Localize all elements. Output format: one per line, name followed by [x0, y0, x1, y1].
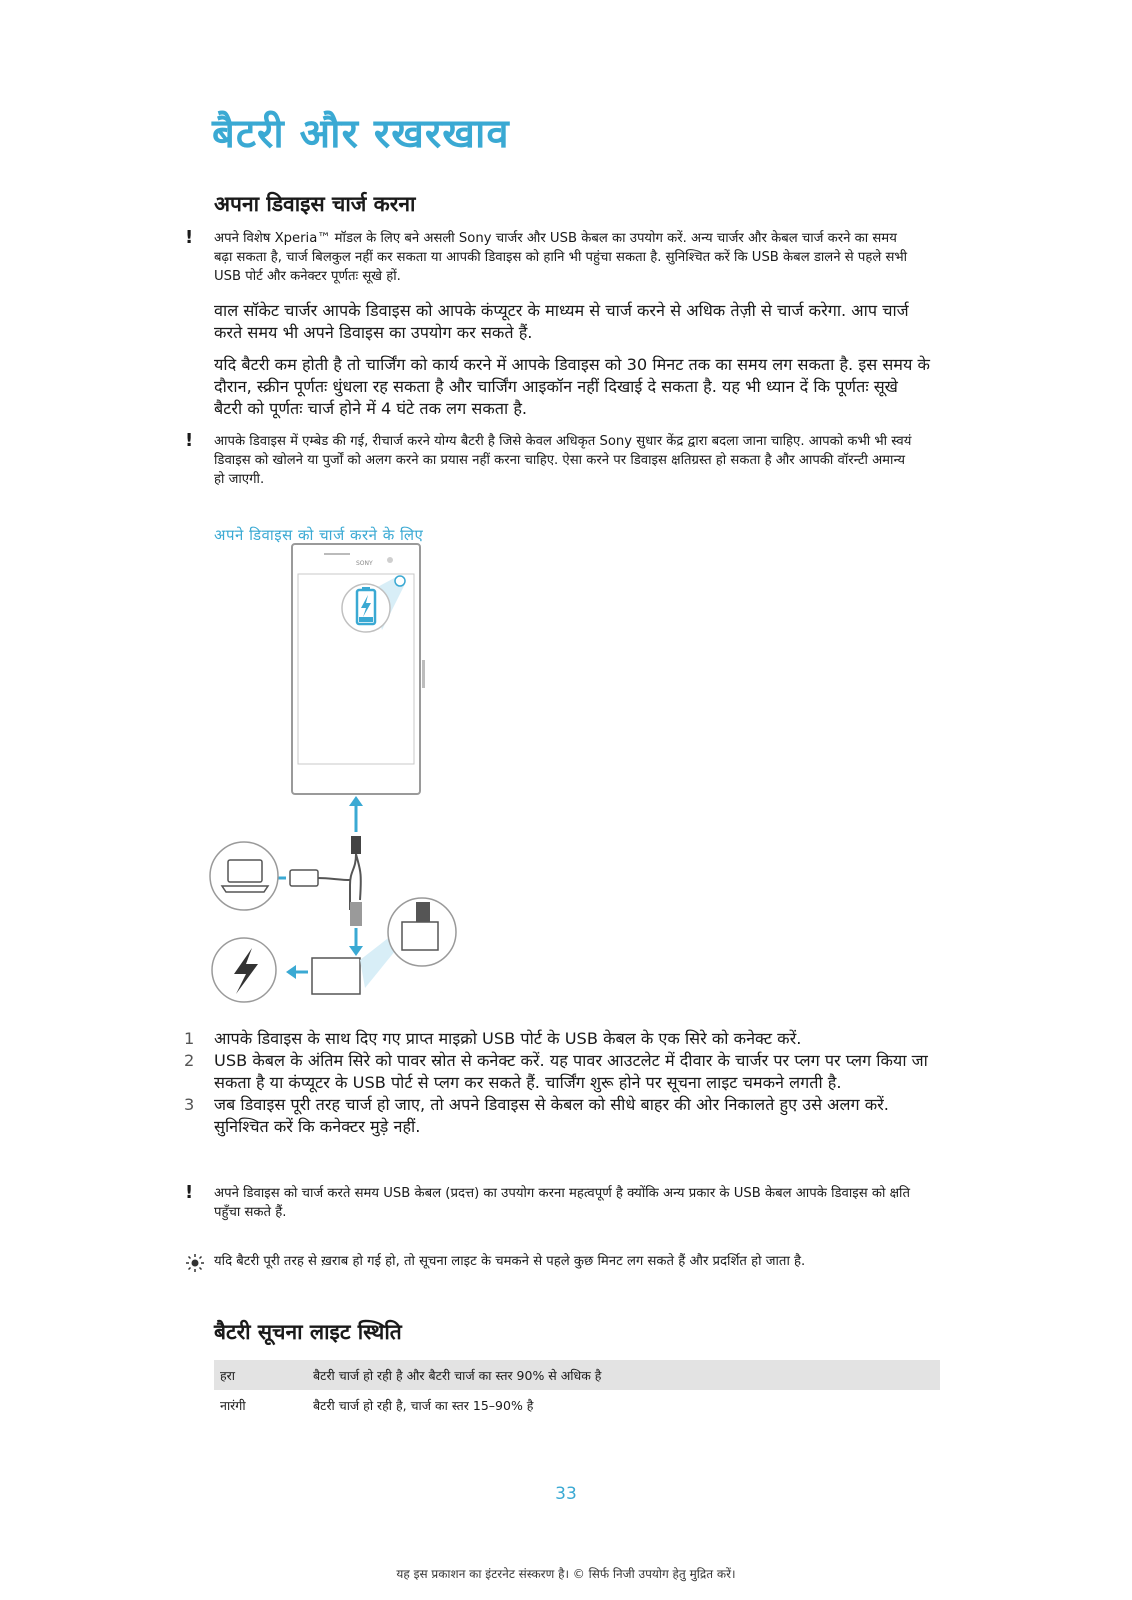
brand-label: SONY [356, 560, 373, 567]
procedure-title: अपने डिवाइस को चार्ज करने के लिए [214, 526, 424, 544]
arrow-up-icon [349, 796, 363, 806]
list-item [184, 1094, 930, 1138]
section-heading: अपना डिवाइस चार्ज करना [214, 192, 416, 216]
warning-note-2 [185, 430, 914, 489]
step-number: 3 [184, 1095, 195, 1114]
status-color-cell: हरा [220, 1367, 235, 1383]
warning-note-text: आपके डिवाइस में एम्बेड की गई, रीचार्ज करने योग्य बैटरी है जिसे केवल अधिकृत Sony सुधार केंद्र द्वारा बदला जाना चाहिए. आपको कभी भी स्वयं डिवाइस को खोलने या पुर्जों को अलग करने का प्रयास नहीं करना चाहिए. ऐसा करने पर डिवाइस क्षतिग्रस्त हो सकता है और आपकी वॉरन्टी अमान्य हो जाएगी. [214, 434, 912, 487]
list-item [184, 1028, 930, 1050]
table-row [214, 1390, 940, 1420]
exclamation-icon: ! [185, 1182, 194, 1203]
step-text: जब डिवाइस पूरी तरह चार्ज हो जाए, तो अपने डिवाइस से केबल को सीधे बाहर की ओर निकालते हुए उसे अलग करें. सुनिश्चित करें कि कनेक्टर मुड़े नहीं. [214, 1095, 889, 1136]
warning-note-text: अपने विशेष Xperia™ मॉडल के लिए बने असली Sony चार्जर और USB केबल का उपयोग करें. अन्य चार्जर और केबल चार्ज करने का समय बढ़ा सकता है, चार्ज बिलकुल नहीं कर सकता या आपकी डिवाइस को हानि भी पहुंचा सकता है. सुनिश्चित करें कि USB केबल डालने से पहले सभी USB पोर्ट और कनेक्टर पूर्णतः सूखे हों. [214, 231, 908, 284]
status-heading: बैटरी सूचना लाइट स्थिति [214, 1320, 402, 1344]
status-desc-cell: बैटरी चार्ज हो रही है और बैटरी चार्ज का स्तर 90% से अधिक है [313, 1367, 602, 1383]
paragraph-1: वाल सॉकेट चार्जर आपके डिवाइस को आपके कंप्यूटर के माध्यम से चार्ज करने से अधिक तेज़ी से चार्ज करेगा. आप चार्ज करते समय भी अपने डिवाइस का उपयोग कर सकते हैं. [214, 301, 909, 342]
status-color-cell: नारंगी [220, 1397, 246, 1413]
tip-note: यदि बैटरी पूरी तरह से ख़राब हो गई हो, तो सूचना लाइट के चमकने से पहले कुछ मिनट लग सकते हैं और प्रदर्शित हो जाता है. [214, 1254, 806, 1269]
status-desc-cell: बैटरी चार्ज हो रही है, चार्ज का स्तर 15–90% है [313, 1397, 534, 1413]
step-text: आपके डिवाइस के साथ दिए गए प्राप्त माइक्रो USB पोर्ट के USB केबल के एक सिरे को कनेक्ट करें. [214, 1029, 802, 1048]
page-title: बैटरी और रखरखाव [212, 111, 510, 157]
status-table [214, 1360, 940, 1420]
footer-text: यह इस प्रकाशन का इंटरनेट संस्करण है। © सिर्फ निजी उपयोग हेतु मुद्रित करें। [396, 1567, 736, 1581]
laptop-icon [210, 842, 278, 910]
step-text: USB केबल के अंतिम सिरे को पावर स्रोत से कनेक्ट करें. यह पावर आउटलेट में दीवार के चार्जर पर प्लग पर प्लग किया जा सकता है या कंप्यूटर के USB पोर्ट से प्लग कर सकते हैं. चार्जिंग शुरू होने पर सूचना लाइट चमकने लगती है. [214, 1051, 928, 1092]
page-number: 33 [555, 1484, 577, 1504]
wall-charger-illustration [286, 898, 456, 994]
warning-note-1 [185, 227, 914, 286]
warning-note-3 [185, 1182, 914, 1222]
exclamation-icon: ! [185, 227, 194, 248]
arrow-down-icon [349, 946, 363, 956]
step-number: 2 [184, 1051, 195, 1070]
paragraph-2: यदि बैटरी कम होती है तो चार्जिंग को कार्य करने में आपके डिवाइस को 30 मिनट तक का समय लग सकता है. इस समय के दौरान, स्क्रीन पूर्णतः धुंधला रह सकता है और चार्जिंग आइकॉन नहीं दिखाई दे सकता है. यह भी ध्यान दें कि पूर्णतः सूखे बैटरी को पूर्णतः चार्ज होने में 4 घंटे तक लग सकता है. [214, 355, 930, 418]
charging-illustration [200, 540, 660, 1010]
step-number: 1 [184, 1029, 195, 1048]
lightbulb-tip-icon [186, 1254, 204, 1272]
list-item [184, 1050, 930, 1094]
warning-note-text: अपने डिवाइस को चार्ज करते समय USB केबल (प्रदत्त) का उपयोग करना महत्वपूर्ण है क्योंकि अन्य प्रकार के USB केबल आपके डिवाइस को क्षति पहुँचा सकते हैं. [214, 1186, 910, 1220]
power-bolt-icon [212, 938, 276, 1002]
exclamation-icon: ! [185, 430, 194, 451]
procedure-steps [184, 1028, 930, 1138]
table-row [214, 1360, 940, 1390]
